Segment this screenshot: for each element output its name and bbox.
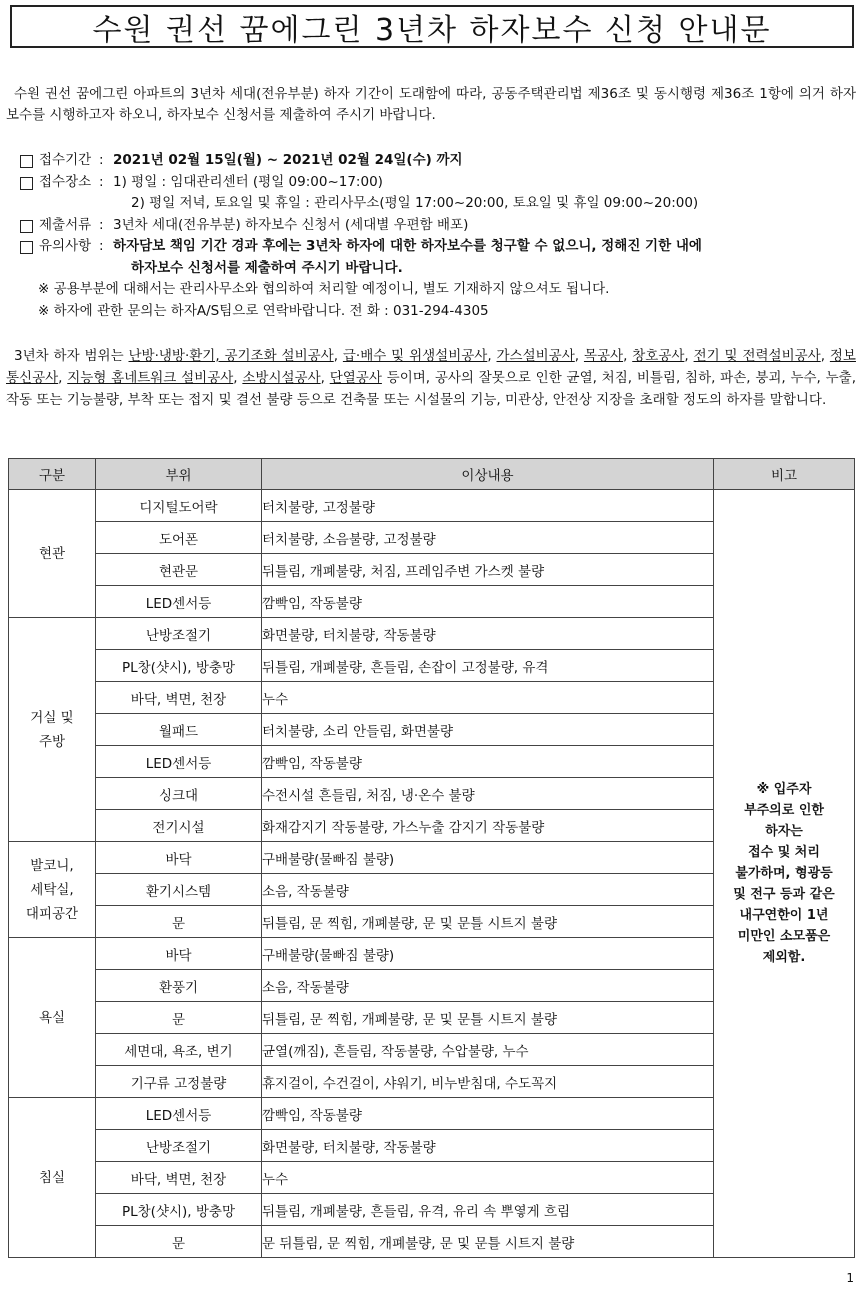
- part-cell: 문: [96, 906, 262, 938]
- period-label: 접수기간: [39, 152, 92, 168]
- table-row: [9, 490, 855, 522]
- part-cell: LED센서등: [96, 746, 262, 778]
- part-cell: PL창(샷시), 방충망: [96, 650, 262, 682]
- description-cell: 화재감지기 작동불량, 가스누출 감지기 작동불량: [262, 810, 714, 842]
- header-part: 부위: [96, 459, 262, 490]
- title-box: [10, 5, 854, 48]
- part-cell: 세면대, 욕조, 변기: [96, 1034, 262, 1066]
- part-cell: 디지털도어락: [96, 490, 262, 522]
- checkbox-icon: [20, 220, 33, 233]
- scope-item: 지능형 홈네트워크 설비공사: [67, 370, 234, 386]
- header-description: 이상내용: [262, 459, 714, 490]
- part-cell: PL창(샷시), 방충망: [96, 1194, 262, 1226]
- description-cell: 깜빡임, 작동불량: [262, 586, 714, 618]
- description-cell: 깜빡임, 작동불량: [262, 1098, 714, 1130]
- description-cell: 뒤틀림, 개폐불량, 흔들림, 손잡이 고정불량, 유격: [262, 650, 714, 682]
- scope-item: 목공사: [583, 348, 624, 364]
- description-cell: 화면불량, 터치불량, 작동불량: [262, 1130, 714, 1162]
- header-remark: 비고: [714, 459, 855, 490]
- description-cell: 소음, 작동불량: [262, 874, 714, 906]
- category-cell: 욕실: [9, 938, 96, 1098]
- caution-row: 유의사항 : 하자담보 책임 기간 경과 후에는 3년차 하자에 대한 하자보수를 청구할 수 없으니, 정해진 기한 내에: [20, 236, 856, 258]
- defect-table: [8, 458, 855, 1258]
- note-common-area: ※ 공용부분에 대해서는 관리사무소와 협의하여 처리할 예정이니, 별도 기재하지 않으셔도 됩니다.: [38, 281, 610, 297]
- checkbox-icon: [20, 155, 33, 168]
- part-cell: 도어폰: [96, 522, 262, 554]
- description-cell: 누수: [262, 682, 714, 714]
- scope-item: 창호공사: [632, 348, 685, 364]
- scope-paragraph: 3년차 하자 범위는 난방·냉방·환기, 공기조화 설비공사, 급·배수 및 위생설비공사, 가스설비공사, 목공사, 창호공사, 전기 및 전력설비공사, 정보통신공사, 지능형 홈네트워크 설비공사, 소방시설공사, 단열공사 등이며, 공사의 잘못으로 인한 균열, 처짐, 비틀림, 침하, 파손, 붕괴, 누수, 누출, 작동 또는 기능불량, 부착 또는 접지 및 결선 불량 등으로 건축물 또는 시설물의 기능, 미관상, 안전상 지장을 초래할 정도의 하자를 말합니다.: [6, 348, 856, 408]
- info-section: [20, 150, 856, 322]
- description-cell: 누수: [262, 1162, 714, 1194]
- description-cell: 깜빡임, 작동불량: [262, 746, 714, 778]
- note-contact: ※ 하자에 관한 문의는 하자A/S팀으로 연락바랍니다. 전 화 : 031-294-4305: [38, 302, 489, 319]
- place-line2: 2) 평일 저녁, 토요일 및 휴일 : 관리사무소(평일 17:00~20:00, 토요일 및 휴일 09:00~20:00): [131, 195, 699, 211]
- part-cell: LED센서등: [96, 1098, 262, 1130]
- description-cell: 터치불량, 소리 안들림, 화면불량: [262, 714, 714, 746]
- category-cell: 침실: [9, 1098, 96, 1258]
- scope-item: 소방시설공사: [242, 370, 321, 386]
- part-cell: 문: [96, 1002, 262, 1034]
- period-value: 2021년 02월 15일(월) ~ 2021년 02월 24일(수) 까지: [113, 152, 463, 168]
- table-body: [9, 490, 855, 1258]
- description-cell: 뒤틀림, 개폐불량, 처짐, 프레임주변 가스켓 불량: [262, 554, 714, 586]
- place-label: 접수장소: [39, 173, 92, 190]
- scope-item: 정보통신공사: [6, 348, 856, 386]
- part-cell: 월패드: [96, 714, 262, 746]
- caution-label: 유의사항: [39, 238, 92, 254]
- part-cell: 난방조절기: [96, 1130, 262, 1162]
- description-cell: 구배불량(물빠짐 불량): [262, 842, 714, 874]
- remark-cell: ※ 입주자 부주의로 인한 하자는 접수 및 처리 불가하며, 형광등 및 전구 등과 같은 내구연한이 1년 미만인 소모품은 제외함.: [714, 490, 855, 1258]
- scope-prefix: 3년차 하자 범위는: [14, 348, 129, 364]
- page-number: 1: [846, 1271, 854, 1285]
- scope-item: 가스설비공사: [496, 348, 575, 364]
- scope-item: 단열공사: [329, 370, 382, 386]
- docs-label: 제출서류: [39, 216, 92, 233]
- scope-item: 전기 및 전력설비공사: [693, 348, 821, 364]
- description-cell: 터치불량, 소음불량, 고정불량: [262, 522, 714, 554]
- part-cell: 전기시설: [96, 810, 262, 842]
- part-cell: 기구류 고정불량: [96, 1066, 262, 1098]
- part-cell: 바닥, 벽면, 천장: [96, 1162, 262, 1194]
- description-cell: 뒤틀림, 문 찍힘, 개폐불량, 문 및 문틀 시트지 불량: [262, 906, 714, 938]
- checkbox-icon: [20, 177, 33, 190]
- part-cell: 문: [96, 1226, 262, 1258]
- docs-row: 제출서류 : 3년차 세대(전유부분) 하자보수 신청서 (세대별 우편함 배포): [20, 215, 856, 237]
- part-cell: 바닥: [96, 938, 262, 970]
- description-cell: 문 뒤틀림, 문 찍힘, 개폐불량, 문 및 문틀 시트지 불량: [262, 1226, 714, 1258]
- category-cell: 거실 및 주방: [9, 618, 96, 842]
- description-cell: 소음, 작동불량: [262, 970, 714, 1002]
- description-cell: 휴지걸이, 수건걸이, 샤워기, 비누받침대, 수도꼭지: [262, 1066, 714, 1098]
- description-cell: 화면불량, 터치불량, 작동불량: [262, 618, 714, 650]
- part-cell: 바닥: [96, 842, 262, 874]
- scope-item: 급·배수 및 위생설비공사: [342, 348, 488, 364]
- docs-value: 3년차 세대(전유부분) 하자보수 신청서 (세대별 우편함 배포): [113, 216, 469, 233]
- description-cell: 구배불량(물빠짐 불량): [262, 938, 714, 970]
- scope-suffix: 등이며, 공사의 잘못으로 인한 균열, 처짐, 비틀림, 침하, 파손, 붕괴, 누수, 누출, 작동 또는 기능불량, 부착 또는 접지 및 결선 불량 등으로 건축물 또는 시설물의 기능, 미관상, 안전상 지장을 초래할 정도의 하자를 말합니다.: [6, 370, 856, 408]
- scope-item: 난방·냉방·환기, 공기조화 설비공사: [128, 348, 334, 364]
- part-cell: 바닥, 벽면, 천장: [96, 682, 262, 714]
- category-cell: 현관: [9, 490, 96, 618]
- place-row: 접수장소 : 1) 평일 : 임대관리센터 (평일 09:00~17:00): [20, 172, 856, 194]
- part-cell: 환풍기: [96, 970, 262, 1002]
- checkbox-icon: [20, 241, 33, 254]
- document-title: 수원 권선 꿈에그린 3년차 하자보수 신청 안내문: [92, 12, 772, 48]
- description-cell: 뒤틀림, 개폐불량, 흔들림, 유격, 유리 속 뿌옇게 흐림: [262, 1194, 714, 1226]
- description-cell: 터치불량, 고정불량: [262, 490, 714, 522]
- description-cell: 수전시설 흔들림, 처짐, 냉·온수 불량: [262, 778, 714, 810]
- intro-paragraph: 수원 권선 꿈에그린 아파트의 3년차 세대(전유부분) 하자 기간이 도래함에 따라, 공동주택관리법 제36조 및 동시행령 제36조 1항에 의거 하자 보수를 시행하고자 하오니, 하자보수 신청서를 제출하여 주시기 바랍니다.: [6, 86, 856, 123]
- description-cell: 뒤틀림, 문 찍힘, 개폐불량, 문 및 문틀 시트지 불량: [262, 1002, 714, 1034]
- description-cell: 균열(깨짐), 흔들림, 작동불량, 수압불량, 누수: [262, 1034, 714, 1066]
- caution-line1: 하자담보 책임 기간 경과 후에는 3년차 하자에 대한 하자보수를 청구할 수 없으니, 정해진 기한 내에: [113, 238, 702, 254]
- header-category: 구분: [9, 459, 96, 490]
- part-cell: 환기시스템: [96, 874, 262, 906]
- place-line1: 1) 평일 : 임대관리센터 (평일 09:00~17:00): [113, 173, 383, 190]
- part-cell: 난방조절기: [96, 618, 262, 650]
- part-cell: LED센서등: [96, 586, 262, 618]
- category-cell: 발코니, 세탁실, 대피공간: [9, 842, 96, 938]
- part-cell: 싱크대: [96, 778, 262, 810]
- part-cell: 현관문: [96, 554, 262, 586]
- caution-line2: 하자보수 신청서를 제출하여 주시기 바랍니다.: [131, 259, 403, 276]
- period-row: 접수기간 : 2021년 02월 15일(월) ~ 2021년 02월 24일(수) 까지: [20, 150, 856, 172]
- table-header-row: [9, 459, 855, 490]
